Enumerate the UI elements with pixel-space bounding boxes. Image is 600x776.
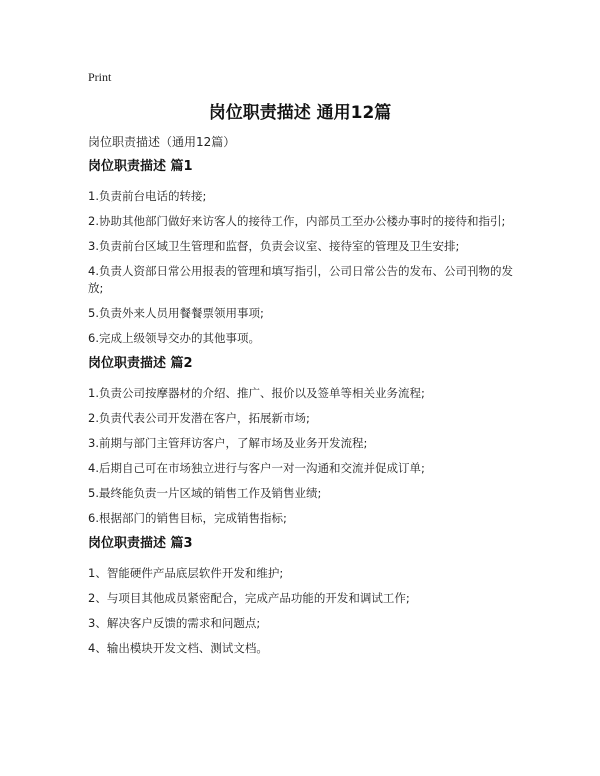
page-title: 岗位职责描述 通用12篇 xyxy=(208,103,392,123)
list-item: 6.完成上级领导交办的其他事项。 xyxy=(88,331,260,345)
document-body xyxy=(88,158,528,665)
list-item: 1.负责前台电话的转接; xyxy=(88,189,207,203)
list-item: 3.前期与部门主管拜访客户，了解市场及业务开发流程; xyxy=(88,436,368,450)
list-item: 5.负责外来人员用餐餐票领用事项; xyxy=(88,306,264,320)
list-item: 3.负责前台区域卫生管理和监督，负责会议室、接待室的管理及卫生安排; xyxy=(88,239,460,253)
list-item: 1.负责公司按摩器材的介绍、推广、报价以及签单等相关业务流程; xyxy=(88,386,425,400)
section-heading: 岗位职责描述 篇1 xyxy=(88,159,193,174)
section-heading: 岗位职责描述 篇2 xyxy=(88,356,193,371)
list-item: 6.根据部门的销售目标，完成销售指标; xyxy=(88,511,287,525)
list-item: 2.协助其他部门做好来访客人的接待工作，内部员工至办公楼办事时的接待和指引; xyxy=(88,214,506,228)
list-item: 4.负责人资部日常公用报表的管理和填写指引，公司日常公告的发布、公司刊物的发放; xyxy=(88,264,513,295)
print-label: Print xyxy=(88,70,112,84)
section-heading: 岗位职责描述 篇3 xyxy=(88,536,193,551)
list-item: 1、智能硬件产品底层软件开发和维护; xyxy=(88,566,284,580)
list-item: 4.后期自己可在市场独立进行与客户一对一沟通和交流并促成订单; xyxy=(88,461,425,475)
list-item: 3、解决客户反馈的需求和问题点; xyxy=(88,616,261,630)
list-item: 5.最终能负责一片区域的销售工作及销售业绩; xyxy=(88,486,322,500)
page-subtitle: 岗位职责描述（通用12篇） xyxy=(88,135,236,149)
list-item: 2.负责代表公司开发潜在客户，拓展新市场; xyxy=(88,411,310,425)
list-item: 2、与项目其他成员紧密配合，完成产品功能的开发和调试工作; xyxy=(88,591,410,605)
list-item: 4、输出模块开发文档、测试文档。 xyxy=(88,641,268,655)
